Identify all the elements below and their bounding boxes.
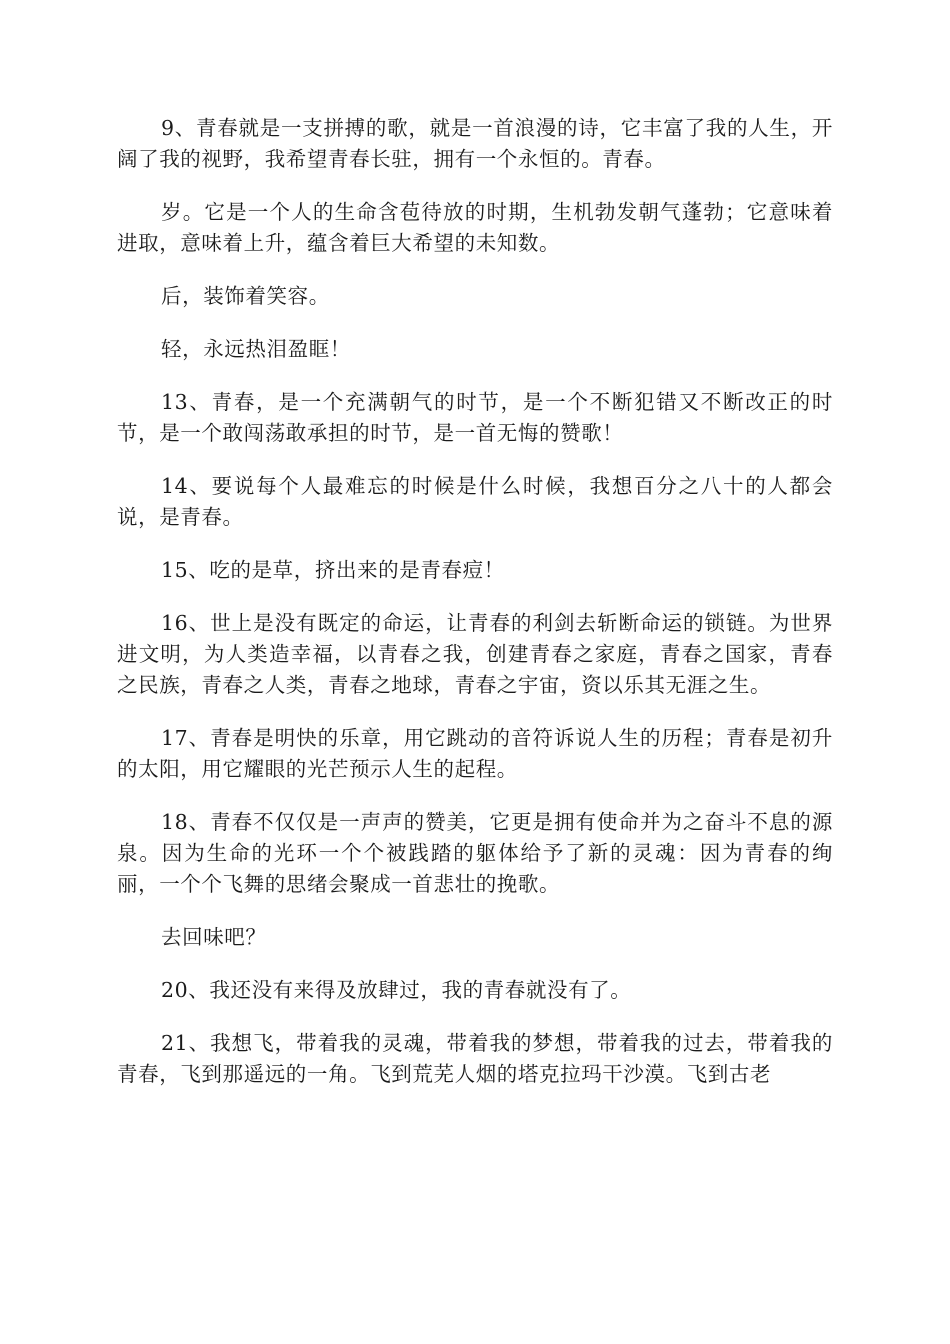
paragraph-14: 14、要说每个人最难忘的时候是什么时候，我想百分之八十的人都会说，是青春。 xyxy=(117,474,833,529)
paragraph-fragment-sui: 岁。它是一个人的生命含苞待放的时期，生机勃发朝气蓬勃；它意味着进取，意味着上升，蕴含着巨大希望的未知数。 xyxy=(117,200,833,255)
paragraph-17: 17、青春是明快的乐章，用它跳动的音符诉说人生的历程；青春是初升的太阳，用它耀眼的光芒预示人生的起程。 xyxy=(117,726,833,781)
paragraph-18: 18、青春不仅仅是一声声的赞美，它更是拥有使命并为之奋斗不息的源泉。因为生命的光环一个个被践踏的躯体给予了新的灵魂：因为青春的绚丽，一个个飞舞的思绪会聚成一首悲壮的挽歌。 xyxy=(117,810,833,896)
paragraph-9: 9、青春就是一支拼搏的歌，就是一首浪漫的诗，它丰富了我的人生，开阔了我的视野，我希望青春长驻，拥有一个永恒的。青春。 xyxy=(117,116,833,171)
paragraph-13: 13、青春，是一个充满朝气的时节，是一个不断犯错又不断改正的时节，是一个敢闯荡敢承担的时节，是一首无悔的赞歌！ xyxy=(117,390,833,445)
paragraph-fragment-qing: 轻，永远热泪盈眶！ xyxy=(161,337,351,361)
document-body xyxy=(117,113,833,1112)
paragraph-20: 20、我还没有来得及放肆过，我的青春就没有了。 xyxy=(161,978,632,1002)
paragraph-fragment-hou: 后，装饰着笑容。 xyxy=(161,284,330,308)
paragraph-16: 16、世上是没有既定的命运，让青春的利剑去斩断命运的锁链。为世界进文明，为人类造幸福，以青春之我，创建青春之家庭，青春之国家，青春之民族，青春之人类，青春之地球，青春之宇宙，资以乐其无涯之生。 xyxy=(117,611,833,697)
paragraph-21: 21、我想飞，带着我的灵魂，带着我的梦想，带着我的过去，带着我的青春，飞到那遥远的一角。飞到荒芜人烟的塔克拉玛干沙漠。飞到古老 xyxy=(117,1031,833,1086)
paragraph-fragment-qu: 去回味吧？ xyxy=(161,925,267,949)
paragraph-15: 15、吃的是草，挤出来的是青春痘！ xyxy=(161,558,505,582)
